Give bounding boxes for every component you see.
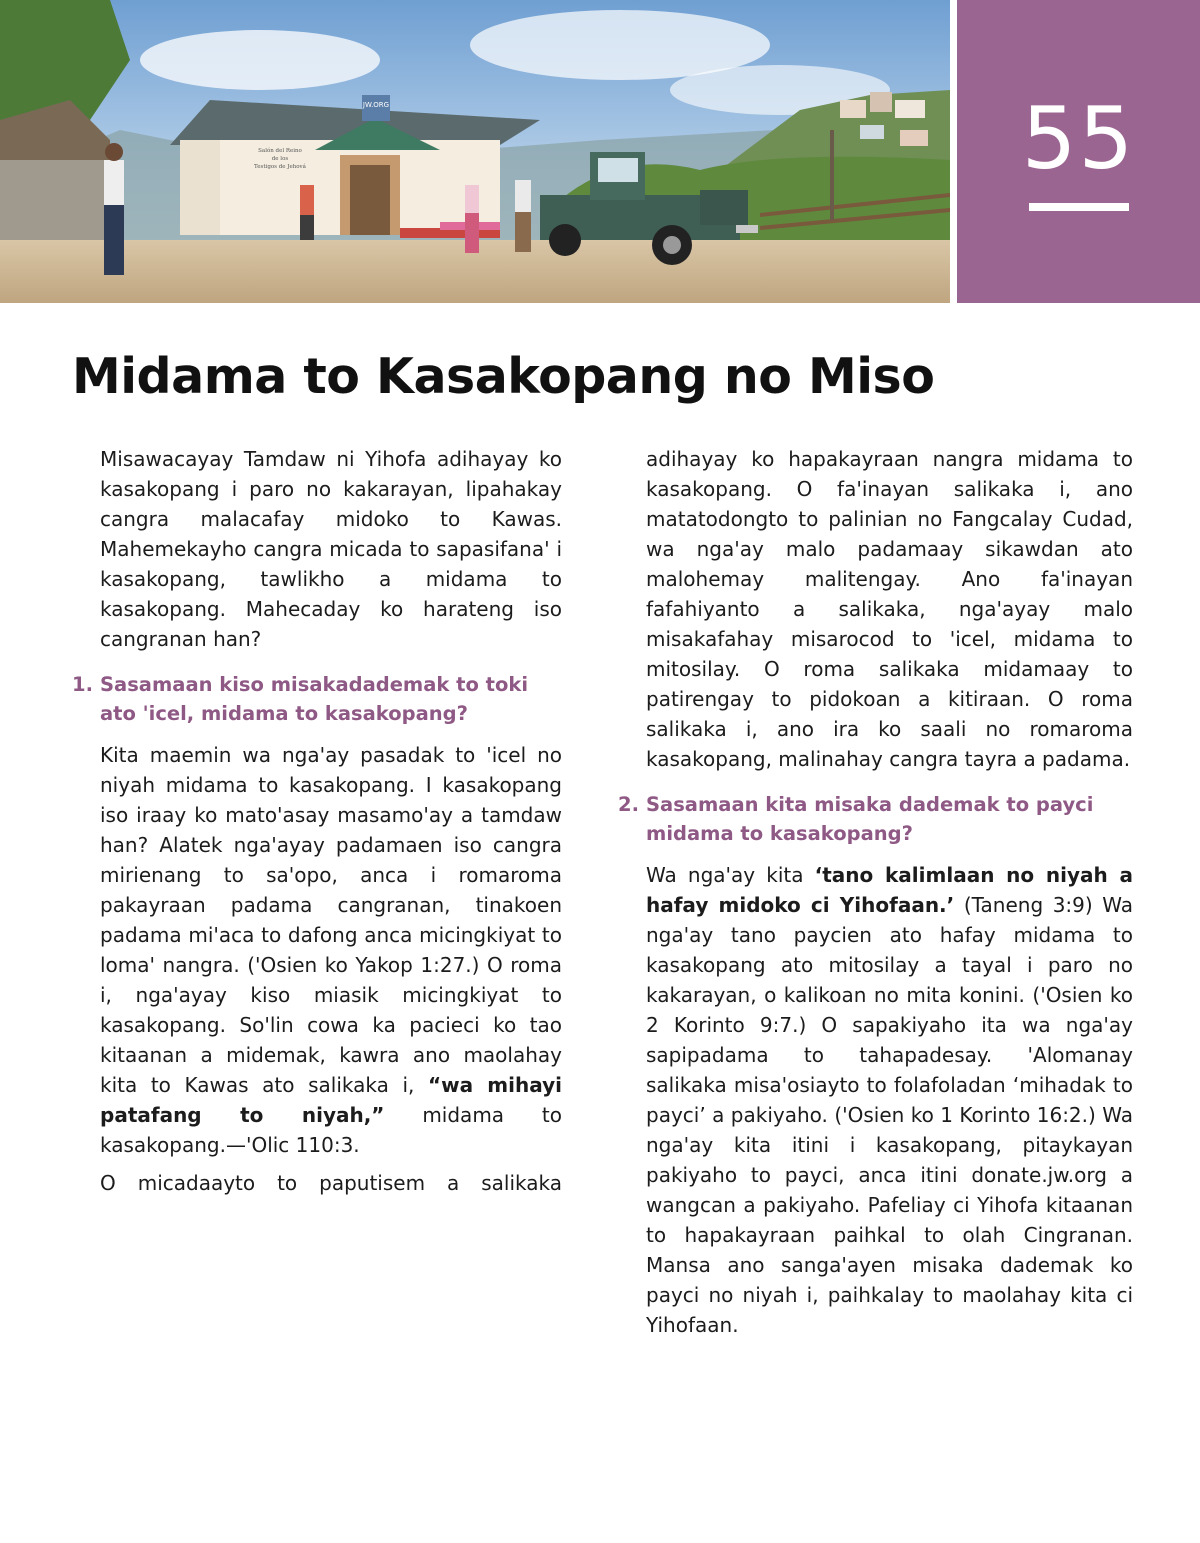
section-2-paragraph-1: [646, 860, 1133, 1340]
page-title: Midama to Kasakopang no Miso: [72, 348, 935, 405]
building-sign-line-2: de los: [271, 156, 289, 162]
hero-illustration: [0, 0, 950, 303]
question-2-number: 2.: [618, 793, 639, 816]
section-2-paragraph-1-text-b: (Taneng 3:9) Wa nga'ay tano paycien ato hafay midama to kasakopang ato mitosilay a tayal i paro no kakarayan, o kalikoan no mita konini. ('Osien ko 2 Korinto 9:7.) O sapakiyaho ita wa nga'ay sapipadama to tahapadesay. 'Alomanay salikaka misa'osiayto to folafoladan ‘mihadak to payci’ a pakiyaho. ('Osien ko 1 Korinto 16:2.) Wa nga'ay kita itini i kasakopang, pitaykayan pakiyaho to payci, anca itini donate.jw.org a wangcan a pakiyaho. Pafeliay ci Yihofa kitaanan to hapakayraan paihkal to olah Cingranan. Mansa ano sanga'ayen misaka dademak ko payci no niyah i, paihkalay to maolahay kita ci Yihofaan.: [646, 893, 1133, 1337]
right-column: [618, 444, 1133, 1348]
building-sign-line-3: Testigos de Jehová: [254, 164, 306, 170]
section-1-paragraph-2: O micadaayto to paputisem a salikaka: [100, 1171, 562, 1195]
question-1: [72, 670, 562, 728]
lesson-number-underline: [1029, 203, 1129, 211]
lesson-number-box: [957, 0, 1200, 303]
lesson-number: 55: [1021, 89, 1136, 189]
section-1-paragraph-1-text-b: midama to kasakopang.—'Olic 110:3.: [100, 1103, 562, 1157]
section-1-paragraph-1: [100, 740, 562, 1160]
intro-paragraph: Misawacayay Tamdaw ni Yihofa adihayay ko kasakopang i paro no kakarayan, lipahakay cangra malacafay midoko to Kawas. Mahemekayho cangra micada to sapasifana' i kasakopang, tawlikho a midama to kasakopang. Mahecaday ko harateng iso cangranan han?: [100, 447, 562, 651]
question-1-text: Sasamaan kiso misakadademak to toki ato 'icel, midama to kasakopang?: [100, 673, 529, 725]
section-2-paragraph-1-text-a: Wa nga'ay kita: [646, 863, 815, 887]
section-2-paragraph-1-bold: ‘tano kalimlaan no niyah a hafay midoko ci Yihofaan.’: [646, 863, 1133, 917]
question-1-number: 1.: [72, 673, 93, 696]
question-2: [618, 790, 1133, 848]
section-1-paragraph-1-text-a: Kita maemin wa nga'ay pasadak to 'icel no niyah midama to kasakopang. I kasakopang iso iraay ko mato'asay masamo'ay a tamdaw han? Alatek nga'ayay padamaen iso cangra mirienang to sa'opo, anca i romaroma pakayraan padama cangranan, tinakoen padama mi'aca to dafong anca micingkiyat to loma' nangra. ('Osien ko Yakop 1:27.) O roma i, nga'ayay kiso miasik micingkiyat to kasakopang. So'lin cowa ka pacieci ko tao kitaanan a midemak, kawra ano maolahay kita to Kawas ato salikaka i,: [100, 743, 562, 1097]
section-1-paragraph-1-bold: “wa mihayi patafang to niyah,”: [100, 1073, 562, 1127]
left-column: [72, 444, 562, 1206]
section-1-paragraph-2-continued: adihayay ko hapakayraan nangra midama to kasakopang. O fa'inayan salikaka i, ano matatodongto to palinian no Fangcalay Cudad, wa nga'ay malo padamaay sikawdan ato malohemay malitengay. Ano fa'inayan fafahiyanto a salikaka, nga'ayay malo misakafahay misarocod to 'icel, midama to mitosilay. O roma salikaka midamaay to patirengay to pidokoan a kitiraan. O roma salikaka i, ano ira ko saali no romaroma kasakopang, malinahay cangra tayra a padama.: [646, 447, 1133, 771]
question-2-text: Sasamaan kita misaka dademak to payci midama to kasakopang?: [646, 793, 1094, 845]
jw-org-sign-text: JW.ORG: [362, 101, 390, 109]
building-sign-line-1: Salón del Reino: [258, 148, 302, 154]
